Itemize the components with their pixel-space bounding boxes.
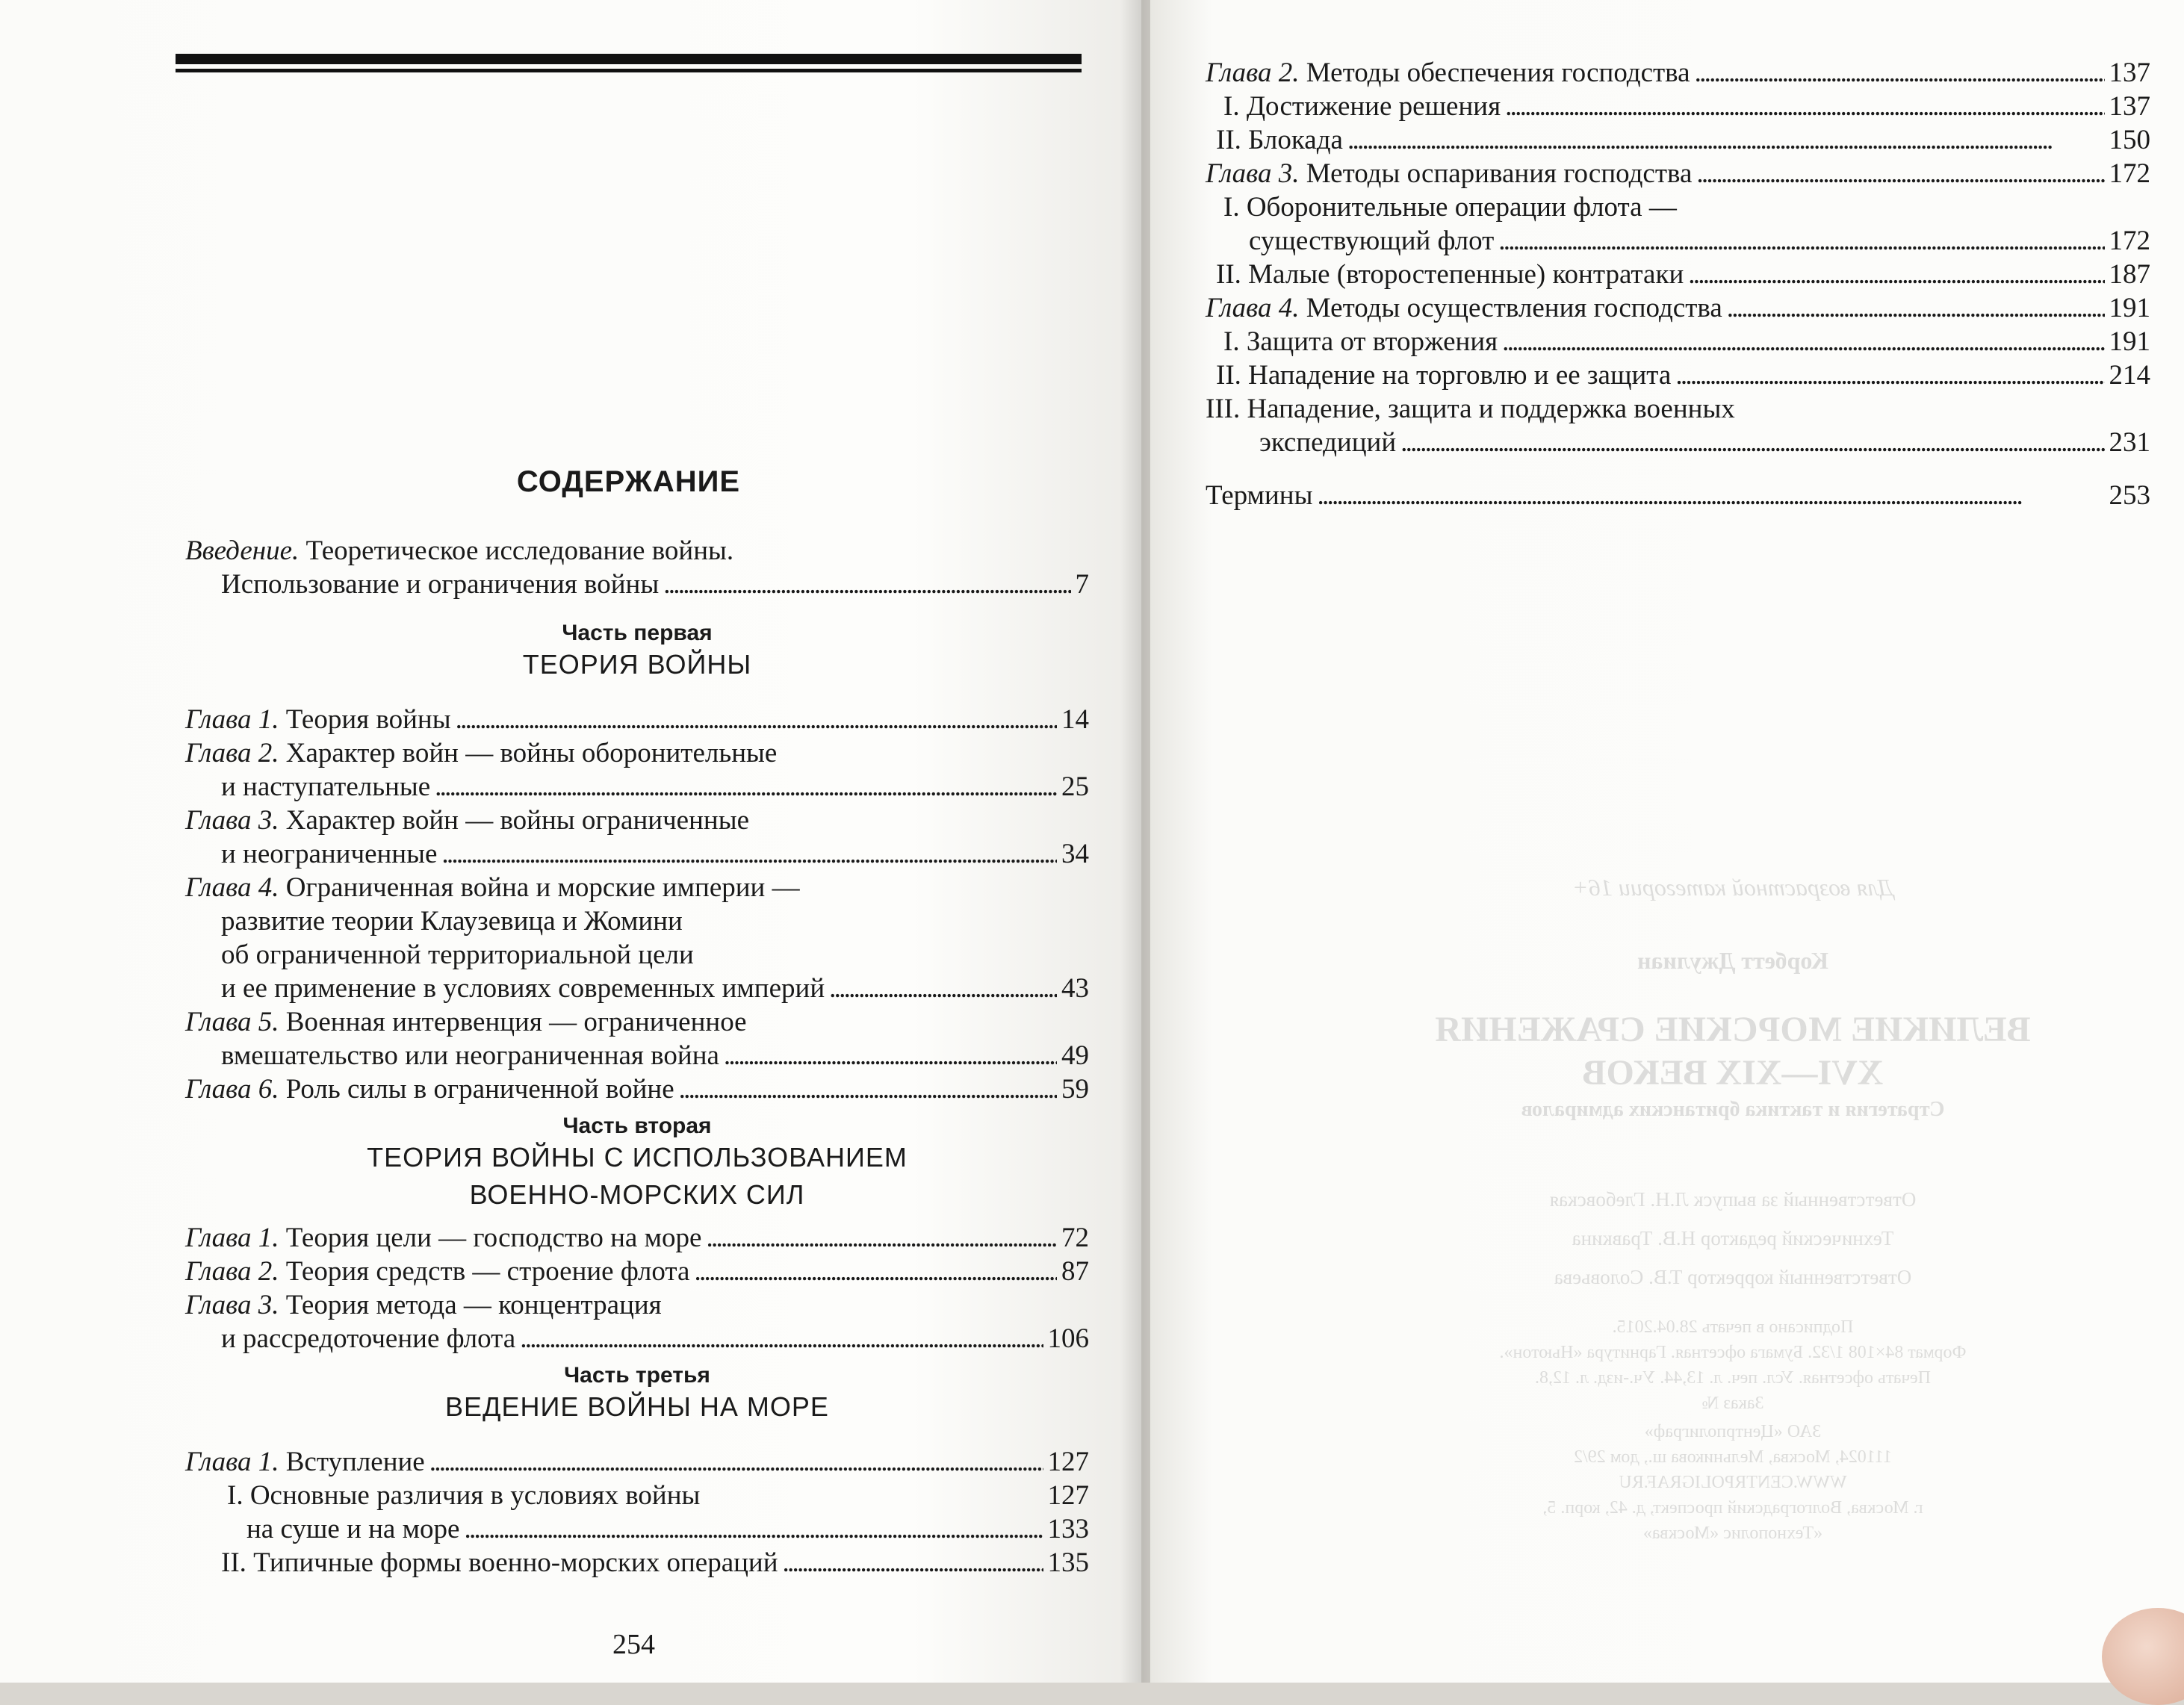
toc-p2-ch1[interactable]: Глава 1. Теория цели — господство на море . . . 72 xyxy=(185,1221,1089,1255)
toc-p3-ch4-s3[interactable]: экспедиций . . . 231 xyxy=(1206,426,2150,459)
contents-title: СОДЕРЖАНИЕ xyxy=(516,465,741,498)
top-rule-thick xyxy=(176,54,1082,64)
toc-intro-line1: Введение. Теоретическое исследование войны. xyxy=(185,535,734,566)
page-number: 254 xyxy=(612,1629,655,1660)
part2-label: Часть вторая xyxy=(562,1114,712,1138)
bleed-age-rating: Для возрастной категории 16+ xyxy=(1572,874,1893,901)
bleed-print-info: Подписано в печать 28.04.2015. Формат 84×108 1/32. Бумага офсетная. Гарнитура «Ньютон». Печать офсетная. Усл. печ. л. 13,44. Уч.-изд. л. 12,8. Заказ № xyxy=(1499,1317,1967,1413)
bleed-publisher: ЗАО «Центрполиграф» 111024, Москва, Мельникова ш., дом 29/2 WWW.CENTRPOLIGRAF.RU г. Москва, Волгоградский проспект, д. 42, корп. 5, «Технополис «Москва» xyxy=(1542,1422,1923,1543)
toc-p2-ch2[interactable]: Глава 2. Теория средств — строение флота . . . 87 xyxy=(185,1255,1089,1288)
toc-p3-s1-line2[interactable]: на суше и на море . . . 133 xyxy=(185,1512,1089,1546)
toc-right xyxy=(1206,56,2150,512)
part3-label: Часть третья xyxy=(564,1363,710,1388)
toc-p1-ch4[interactable]: и ее применение в условиях современных империй . . . 43 xyxy=(185,972,1089,1005)
toc-p1-ch4-line3: об ограниченной территориальной цели xyxy=(221,940,694,970)
bleed-author: Корбетт Джулиан xyxy=(1637,947,1828,974)
toc-p3-ch3-s2[interactable]: II. Малые (второстепенные) контратаки . . . 187 xyxy=(1206,258,2150,291)
part2-title-line1: ТЕОРИЯ ВОЙНЫ С ИСПОЛЬЗОВАНИЕМ xyxy=(367,1142,908,1173)
toc-left xyxy=(185,534,1089,1580)
toc-p1-ch2[interactable]: и наступательные . . . 25 xyxy=(185,770,1089,804)
toc-p1-ch5[interactable]: вмешательство или неограниченная война . . . 49 xyxy=(185,1039,1089,1072)
bleed-subtitle: Стратегия и тактика британских адмиралов xyxy=(1521,1098,1945,1121)
top-rule-thin xyxy=(176,69,1082,72)
toc-p2-ch3-line1: Глава 3. Теория метода — концентрация xyxy=(185,1290,662,1320)
bleed-credits: Ответственный за выпуск Л.Н. Глебовская Технический редактор Н.В. Травкина Ответственный корректор Т.В. Соловьева xyxy=(1549,1188,1917,1288)
toc-terms[interactable]: Термины . . . 253 xyxy=(1206,479,2150,512)
bleed-book-title: ВЕЛИКИЕ МОРСКИЕ СРАЖЕНИЯ XVI—XIX ВЕКОВ xyxy=(1435,1010,2031,1093)
part1-label: Часть первая xyxy=(562,621,713,645)
toc-p3-ch4-s2[interactable]: II. Нападение на торговлю и ее защита . . . 214 xyxy=(1206,358,2150,392)
toc-p3-ch1[interactable]: Глава 1. Вступление . . . 127 xyxy=(185,1445,1089,1479)
toc-p3-ch3-s1[interactable]: существующий флот . . . 172 xyxy=(1206,224,2150,258)
toc-p3-s2[interactable]: II. Типичные формы военно-морских операций . . . 135 xyxy=(185,1546,1089,1580)
toc-p3-ch2-s1[interactable]: I. Достижение решения . . . 137 xyxy=(1206,90,2150,123)
toc-p1-ch4-line2: развитие теории Клаузевица и Жомини xyxy=(221,906,683,937)
toc-p3-s1-line1[interactable]: I. Основные различия в условиях войны 127 xyxy=(227,1480,1089,1511)
toc-p1-ch4-line1: Глава 4. Ограниченная война и морские империи — xyxy=(185,872,800,903)
toc-p3-ch3[interactable]: Глава 3. Методы оспаривания господства . . . 172 xyxy=(1206,157,2150,190)
toc-p1-ch3[interactable]: и неограниченные . . . 34 xyxy=(185,837,1089,871)
toc-intro[interactable]: Использование и ограничения войны . . . 7 xyxy=(185,568,1089,601)
toc-p1-ch1[interactable]: Глава 1. Теория войны . . . 14 xyxy=(185,703,1089,736)
toc-p3-ch3-s1-line1: I. Оборонительные операции флота — xyxy=(1223,192,1677,223)
part1-title: ТЕОРИЯ ВОЙНЫ xyxy=(522,649,752,680)
toc-p3-ch4-s3-line1: III. Нападение, защита и поддержка военных xyxy=(1206,394,1735,424)
toc-p3-ch2-s2[interactable]: II. Блокада . . . 150 xyxy=(1206,123,2150,157)
toc-p1-ch6[interactable]: Глава 6. Роль силы в ограниченной войне . . . 59 xyxy=(185,1072,1089,1106)
part3-title: ВЕДЕНИЕ ВОЙНЫ НА МОРЕ xyxy=(445,1391,829,1422)
toc-p1-ch2-line1: Глава 2. Характер войн — войны оборонительные xyxy=(185,738,778,768)
toc-p1-ch3-line1: Глава 3. Характер войн — войны ограниченные xyxy=(185,805,749,836)
toc-p3-ch4[interactable]: Глава 4. Методы осуществления господства . . . 191 xyxy=(1206,291,2150,325)
part2-title-line2: ВОЕННО-МОРСКИХ СИЛ xyxy=(469,1179,805,1210)
toc-p2-ch3[interactable]: и рассредоточение флота . . . 106 xyxy=(185,1322,1089,1355)
toc-p3-ch4-s1[interactable]: I. Защита от вторжения . . . 191 xyxy=(1206,325,2150,358)
toc-p3-ch2[interactable]: Глава 2. Методы обеспечения господства . . . 137 xyxy=(1206,56,2150,90)
toc-p1-ch5-line1: Глава 5. Военная интервенция — ограниченное xyxy=(185,1007,747,1037)
